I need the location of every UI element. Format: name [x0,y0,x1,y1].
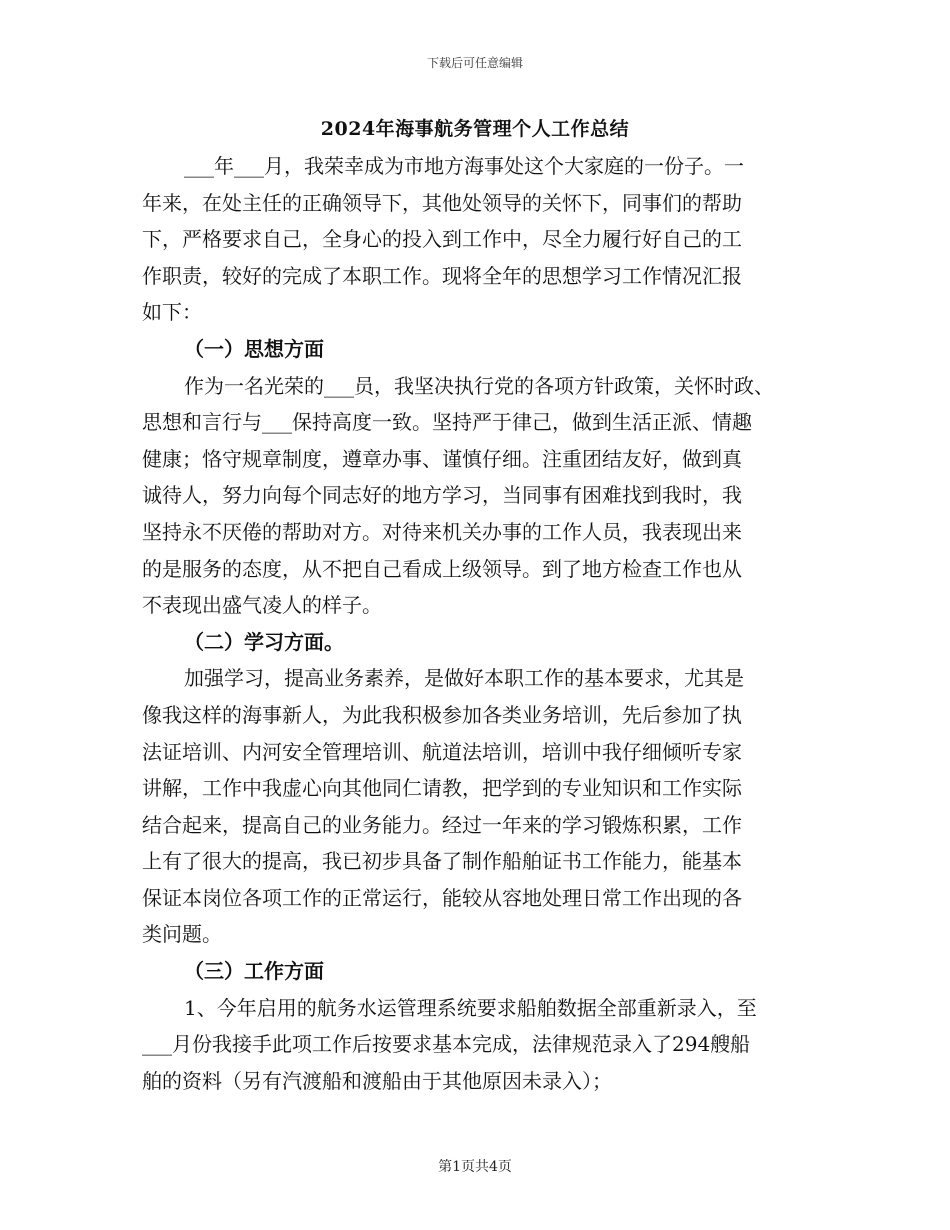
text-line: 舶的资料（另有汽渡船和渡船由于其他原因未录入）； [142,1068,612,1093]
text-line: 结合起来，提高自己的业务能力。经过一年来的学习锻炼积累，工作 [142,812,742,837]
text-line: 不表现出盛气凌人的样子。 [142,593,382,618]
text-line: 如下： [142,300,202,325]
text-line: 保证本岗位各项工作的正常运行，能较从容地处理日常工作出现的各 [142,885,742,910]
text-line: ___年___月，我荣幸成为市地方海事处这个大家庭的一份子。一 [184,154,744,178]
text-line: 思想和言行与___保持高度一致。坚持严于律己，做到生活正派、情趣 [142,410,752,435]
text-line: 讲解，工作中我虚心向其他同仁请教，把学到的专业知识和工作实际 [142,776,742,801]
text-line: 下，严格要求自己，全身心的投入到工作中，尽全力履行好自己的工 [142,227,742,252]
text-line: 的是服务的态度，从不把自己看成上级领导。到了地方检查工作也从 [142,556,742,581]
text-line: 作职责，较好的完成了本职工作。现将全年的思想学习工作情况汇报 [142,263,742,288]
section-heading: （二）学习方面。 [184,629,344,654]
text-line: 法证培训、内河安全管理培训、航道法培训，培训中我仔细倾听专家 [142,739,742,764]
section-heading: （三）工作方面 [184,959,324,984]
text-line: 加强学习，提高业务素养，是做好本职工作的基本要求，尤其是 [184,666,744,691]
section-heading: （一）思想方面 [184,336,324,361]
document-title: 2024年海事航务管理个人工作总结 [320,118,630,140]
text-line: 上有了很大的提高，我已初步具备了制作船舶证书工作能力，能基本 [142,849,742,874]
text-line: 1、今年启用的航务水运管理系统要求船舶数据全部重新录入，至 [184,995,757,1020]
document-body [142,148,810,1099]
text-line: 健康；恪守规章制度，遵章办事、谨慎仔细。注重团结友好，做到真 [142,446,742,471]
text-line: 诚待人，努力向每个同志好的地方学习，当同事有困难找到我时，我 [142,483,742,508]
text-line: 作为一名光荣的___员，我坚决执行党的各项方针政策，关怀时政、 [184,373,774,398]
text-line: 年来，在处主任的正确领导下，其他处领导的关怀下，同事们的帮助 [142,190,742,215]
text-line: ___月份我接手此项工作后按要求基本完成，法律规范录入了294艘船 [142,1032,751,1057]
page-number: 第1页共4页 [438,1159,512,1175]
text-line: 类问题。 [142,922,222,947]
text-line: 像我这样的海事新人，为此我积极参加各类业务培训，先后参加了执 [142,702,742,727]
header-note: 下载后可任意编辑 [426,56,523,70]
text-line: 坚持永不厌倦的帮助对方。对待来机关办事的工作人员，我表现出来 [142,519,742,544]
